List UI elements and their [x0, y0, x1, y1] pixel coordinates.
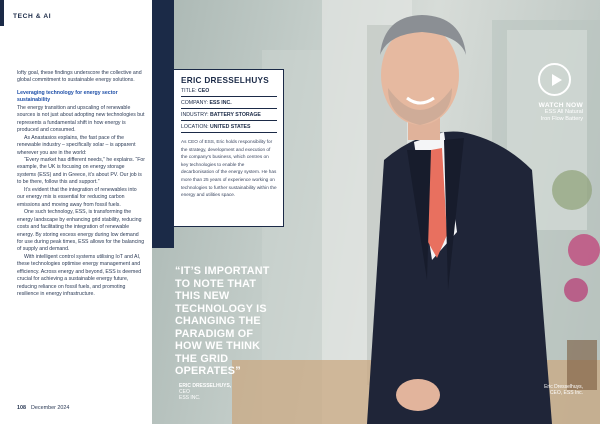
row-key: INDUSTRY: — [181, 112, 211, 118]
row-key: COMPANY: — [181, 100, 210, 106]
row-value: BATTERY STORAGE — [210, 112, 261, 118]
section-label: TECH & AI — [13, 13, 52, 20]
profile-description: As CEO of ESS, Eric holds responsibility for the strategy, development and execution of the company’s business, which centres on key technologies to enable the decarbonisation of the energy system. He has more than 25 years of experience working on technologies to further sustainability within the energy and utilities space. — [181, 139, 277, 198]
article-subhead: Leveraging technology for energy sector sustainability — [17, 89, 118, 104]
article-paragraph: It’s evident that the integration of renewables into our energy mix is essential for reducing carbon emissions and moving away from fossil fuels. — [17, 186, 137, 208]
attribution-name: ERIC DRESSELHUYS, — [179, 383, 232, 389]
row-value: CEO — [198, 88, 210, 94]
row-key: LOCATION: — [181, 124, 211, 130]
quote-attribution — [179, 383, 231, 402]
section-accent-bar — [0, 0, 4, 26]
profile-industry-row — [181, 112, 277, 121]
pull-quote: “IT’S IMPORTANT TO NOTE THAT THIS NEW TECHNOLOGY IS CHANGING THE PARADIGM OF HOW WE THINK THE GRID OPERATES” — [175, 265, 270, 377]
profile-company-row — [181, 100, 277, 109]
profile-location-row — [181, 124, 277, 133]
issue-date: December 2024 — [31, 405, 70, 411]
row-value: ESS INC. — [209, 100, 232, 106]
article-paragraph: As Anastasios explains, the fast pace of the renewable industry – specifically solar – is apparent wherever you are in the world: — [17, 134, 136, 156]
attribution-company: ESS INC. — [179, 395, 201, 402]
video-subtitle: ESS All Natural — [544, 109, 583, 115]
article-column — [0, 0, 152, 424]
profile-name: ERIC DRESSELHUYS — [181, 76, 270, 85]
attribution-title: CEO — [179, 389, 190, 396]
article-paragraph: One such technology, ESS, is transforming the energy landscape by enhancing grid stability, reducing costs and facilitating the integration of renewable energy. By storing excess energy during low demand for use during peak times, ESS allows for the balancing of supply and demand. — [17, 209, 145, 253]
video-subtitle: Iron Flow Battery — [540, 115, 583, 122]
article-body — [17, 70, 145, 299]
caption-name: Eric Dresselhuys, — [544, 384, 583, 390]
photo-caption — [520, 384, 583, 397]
profile-title-row — [181, 88, 277, 97]
page-number: 108 — [17, 405, 26, 411]
article-paragraph: With intelligent control systems utilising IoT and AI, these technologies optimise energy management and efficiency. Across energy and beyond, ESS is deemed crucial for achieving a sustainable energy future, reducing reliance on fossil fuels, and promoting resilience in energy infrastructure. — [17, 253, 142, 298]
caption-title: CEO, ESS Inc. — [549, 390, 583, 397]
row-key: TITLE: — [181, 88, 199, 94]
article-paragraph: The energy transition and upscaling of renewable sources is not just about adopting new technologies but represents a fundamental shift in how energy is produced and consumed. — [17, 104, 145, 134]
navy-accent-stripe — [152, 0, 174, 248]
watch-now-link[interactable] — [500, 102, 583, 122]
row-value: UNITED STATES — [210, 124, 251, 130]
profile-card — [173, 69, 284, 227]
play-icon[interactable] — [538, 63, 571, 96]
page-footer — [17, 405, 69, 411]
article-paragraph: lofty goal, these findings underscore the collective and global commitment to sustainable energy solutions. — [17, 70, 142, 84]
article-paragraph: “Every market has different needs,” he explains. “For example, the UK is focusing on energy storage systems (ESS) and in Greece, it’s about PV. Our job is to be there, follow this and support.” — [17, 156, 145, 186]
watch-now-label: WATCH NOW — [538, 102, 583, 109]
